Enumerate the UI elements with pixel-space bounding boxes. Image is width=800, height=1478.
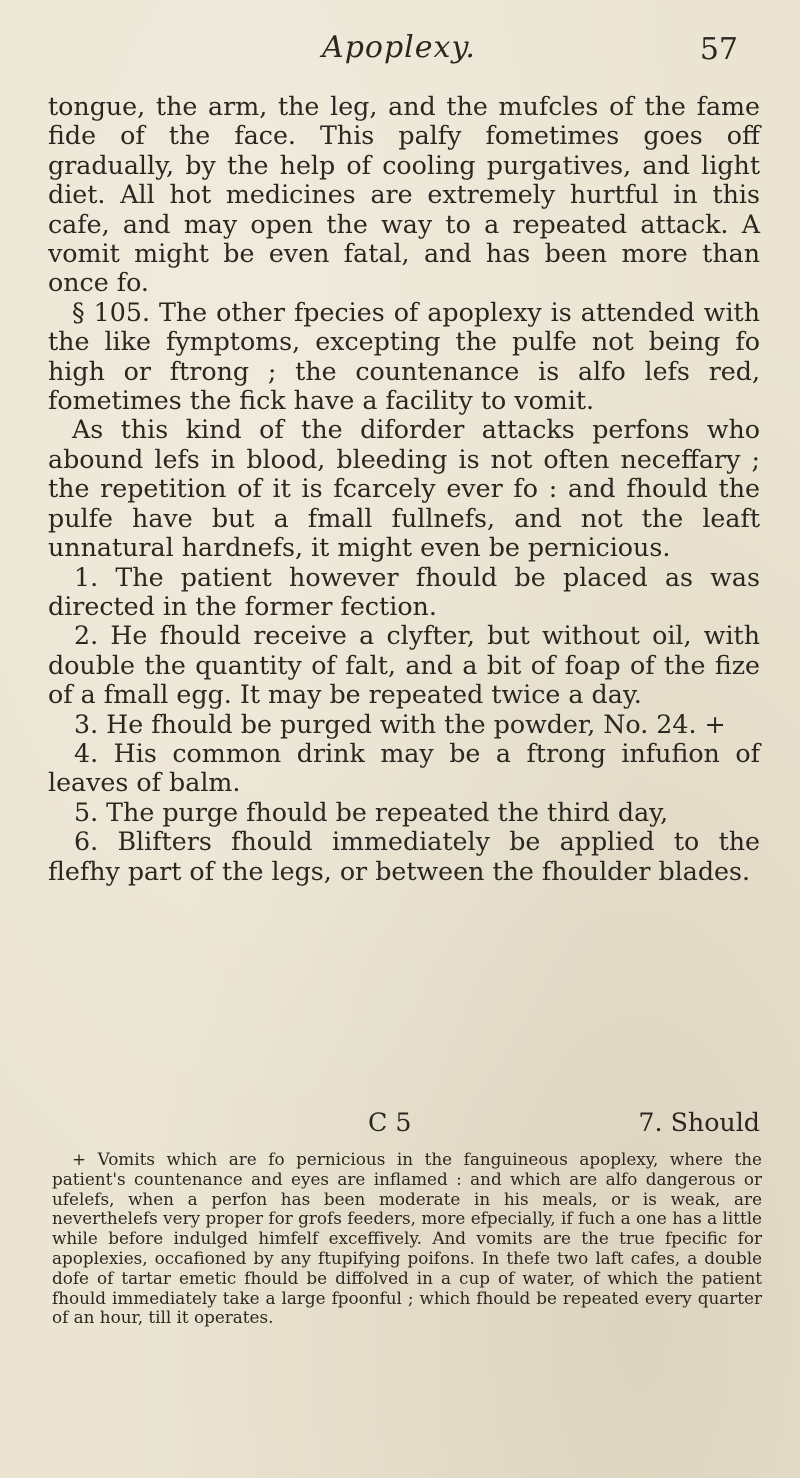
list-item-2: 2. He fhould receive a clyfter, but without oil, with double the quantity of falt, and a bit of foap of the fize of a fmall egg. It may be repeated twice a day.: [48, 621, 760, 710]
paragraph-bleeding: As this kind of the diforder attacks perfons who abound lefs in blood, bleeding is not often neceffary ; the repetition of it is fcarcely ever fo : and fhould the pulfe have but a fmall fullnefs, and not the leaft unnatural hardnefs, it might even be pernicious.: [48, 415, 760, 563]
footnote: + Vomits which are fo pernicious in the fanguineous apoplexy, where the patient's countenance and eyes are inflamed : and which are alfo dangerous or ufelefs, when a perfon has been moderate in his meals, or is weak, are neverthelefs very proper for grofs feeders, more efpecially, if fuch a one has a little while before indulged himfelf exceffively. And vomits are the true fpecific for apoplexies, occafioned by any ftupifying poifons. In thefe two laft cafes, a double dofe of tartar emetic fhould be diffolved in a cup of water, of which the patient fhould immediately take a large fpoonful ; which fhould be repeated every quarter of an hour, till it operates.: [52, 1149, 762, 1328]
list-item-6: 6. Blifters fhould immediately be applied to the flefhy part of the legs, or between the fhoulder blades.: [48, 827, 760, 886]
paragraph-section-105: § 105. The other fpecies of apoplexy is attended with the like fymptoms, excepting the pulfe not being fo high or ftrong ; the countenance is alfo lefs red, fometimes the fick have a facility to vomit.: [48, 297, 760, 416]
list-item-1: 1. The patient however fhould be placed as was directed in the former fection.: [48, 562, 760, 621]
signature-line: [48, 1108, 760, 1140]
running-head: [60, 30, 738, 70]
list-item-3: 3. He fhould be purged with the powder, No. 24. +: [74, 709, 726, 739]
list-item-5: 5. The purge fhould be repeated the third day,: [74, 797, 669, 827]
printer-signature: C 5: [368, 1108, 412, 1137]
catchword: 7. Should: [638, 1108, 760, 1137]
running-title: Apoplexy.: [322, 30, 476, 65]
list-item-4: 4. His common drink may be a ftrong infufion of leaves of balm.: [48, 738, 760, 798]
paragraph-continuation: tongue, the arm, the leg, and the mufcles of the fame fide of the face. This palfy fometimes goes off gradually, by the help of cooling purgatives, and light diet. All hot medicines are extremely hurtful in this cafe, and may open the way to a repeated attack. A vomit might be even fatal, and has been more than once fo.: [48, 92, 760, 298]
page-number: 57: [699, 32, 738, 67]
body-text: [48, 92, 760, 886]
